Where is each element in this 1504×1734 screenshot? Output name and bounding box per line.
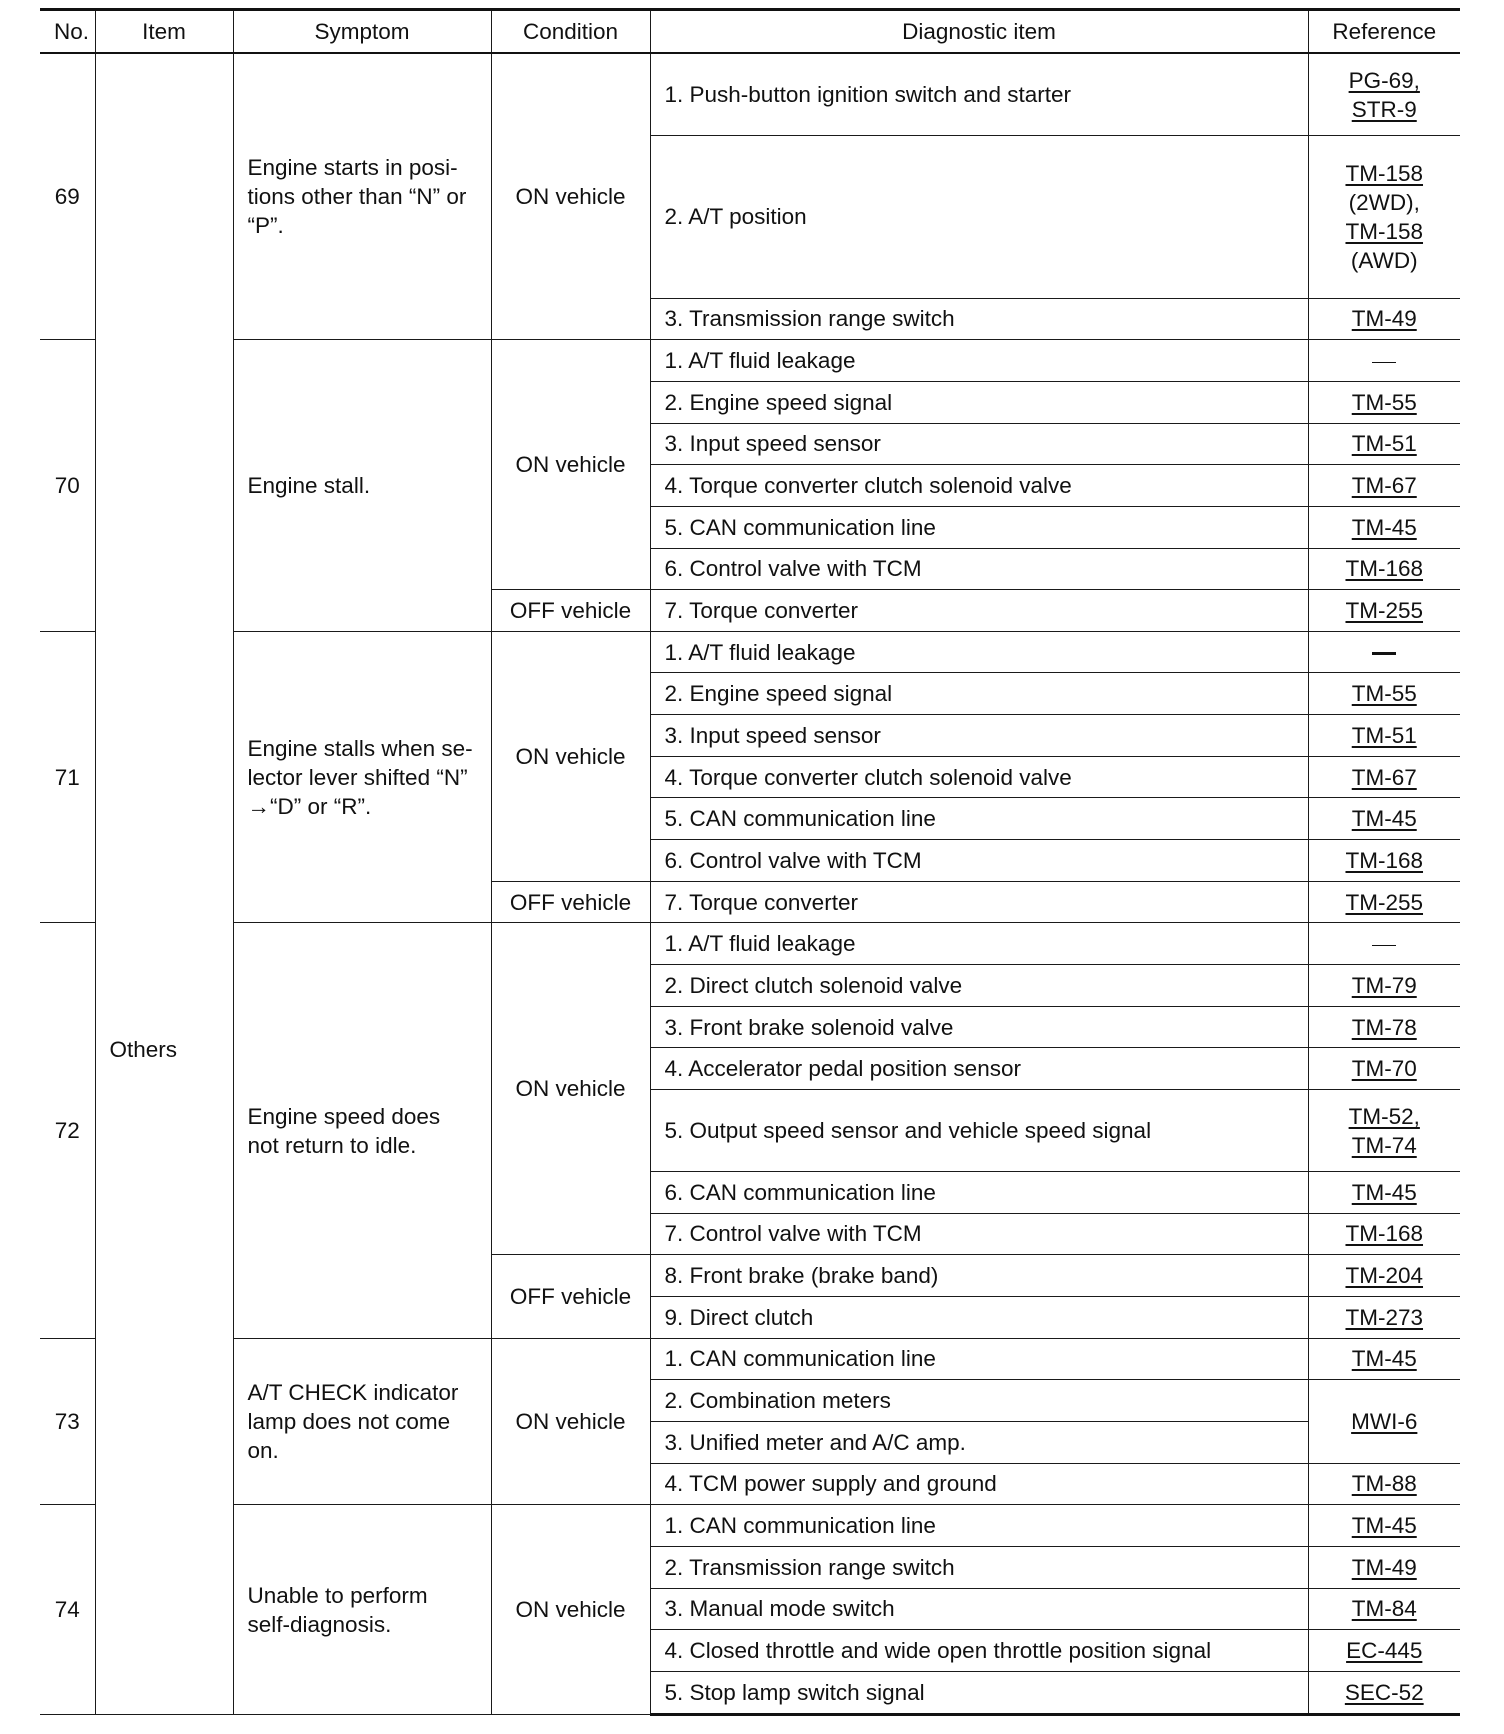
condition-cell: ON vehicle [491,1338,650,1505]
diagnostic-item: 5. CAN communication line [650,506,1308,548]
symptom-cell: Engine stall. [233,340,491,632]
condition-cell: ON vehicle [491,53,650,340]
diagnostic-item: 2. Engine speed signal [650,381,1308,423]
diagnosis-table-page [40,8,1460,1716]
reference-cell [1308,840,1460,882]
row-number: 73 [40,1338,95,1505]
reference-cell [1308,1505,1460,1547]
diagnostic-item: 2. Combination meters [650,1380,1308,1422]
condition-cell: ON vehicle [491,1505,650,1715]
diagnostic-item: 3. Unified meter and A/C amp. [650,1421,1308,1463]
reference-link[interactable]: EC-445 [1346,1638,1423,1664]
reference-cell [1308,1006,1460,1048]
diagnostic-item: 4. TCM power supply and ground [650,1463,1308,1505]
reference-cell [1308,506,1460,548]
reference-cell [1308,298,1460,340]
reference-cell [1308,548,1460,590]
reference-link[interactable]: TM-168 [1345,556,1424,582]
header-reference: Reference [1308,10,1460,54]
reference-link[interactable]: TM-168 [1345,1221,1424,1247]
row-number: 74 [40,1505,95,1715]
condition-cell: ON vehicle [491,631,650,881]
reference-cell [1308,1048,1460,1090]
reference-link[interactable]: TM-158 [1345,218,1424,244]
reference-link[interactable]: SEC-52 [1344,1679,1424,1705]
reference-note: (AWD) [1350,247,1418,273]
diagnostic-item: 5. Output speed sensor and vehicle speed signal [650,1090,1308,1172]
reference-cell [1308,673,1460,715]
table-row [40,1505,1460,1547]
reference-link[interactable]: TM-67 [1351,764,1417,790]
reference-link[interactable]: TM-51 [1351,722,1417,748]
reference-cell [1308,1546,1460,1588]
diagnostic-item: 1. Push-button ignition switch and starter [650,53,1308,136]
diagnostic-item: 1. A/T fluid leakage [650,923,1308,965]
header-condition: Condition [491,10,650,54]
diagnostic-item: 3. Manual mode switch [650,1588,1308,1630]
reference-link[interactable]: TM-45 [1351,1179,1417,1205]
reference-cell [1308,798,1460,840]
reference-cell [1308,923,1460,965]
diagnostic-item: 6. Control valve with TCM [650,548,1308,590]
header-item: Item [95,10,233,54]
header-row [40,10,1460,54]
dash-mark [1372,652,1396,655]
diagnostic-item: 1. A/T fluid leakage [650,340,1308,382]
reference-cell [1308,1213,1460,1255]
reference-link[interactable]: TM-52, [1348,1103,1420,1129]
table-row [40,631,1460,673]
diagnostic-item: 1. CAN communication line [650,1505,1308,1547]
diagnostic-item: 1. A/T fluid leakage [650,631,1308,673]
reference-cell [1308,1380,1460,1463]
dash-mark [1372,362,1396,363]
reference-cell [1308,1296,1460,1338]
reference-link[interactable]: TM-70 [1351,1056,1417,1082]
diagnostic-item: 8. Front brake (brake band) [650,1255,1308,1297]
diagnostic-item: 3. Transmission range switch [650,298,1308,340]
reference-cell [1308,1171,1460,1213]
symptom-cell: Unable to perform self-diagnosis. [233,1505,491,1715]
reference-link[interactable]: TM-78 [1351,1014,1417,1040]
diagnostic-item: 5. Stop lamp switch signal [650,1671,1308,1714]
dash-mark [1372,945,1396,946]
reference-link[interactable]: TM-158 [1345,160,1424,186]
table-row [40,53,1460,136]
reference-link[interactable]: TM-49 [1351,306,1417,332]
header-diagnostic-item: Diagnostic item [650,10,1308,54]
reference-cell [1308,1630,1460,1672]
reference-link[interactable]: STR-9 [1351,96,1417,122]
diagnostic-item: 7. Control valve with TCM [650,1213,1308,1255]
reference-link[interactable]: TM-168 [1345,847,1424,873]
reference-cell [1308,381,1460,423]
diagnostic-item: 4. Torque converter clutch solenoid valve [650,756,1308,798]
reference-link[interactable]: TM-45 [1351,806,1417,832]
diagnostic-item: 2. A/T position [650,136,1308,298]
diagnostic-item: 1. CAN communication line [650,1338,1308,1380]
reference-link[interactable]: TM-204 [1345,1263,1424,1289]
diagnostic-item: 2. Direct clutch solenoid valve [650,965,1308,1007]
symptom-cell: A/T CHECK indicator lamp does not come on. [233,1338,491,1505]
reference-link[interactable]: TM-49 [1351,1554,1417,1580]
row-number: 72 [40,923,95,1338]
table-body [40,53,1460,1715]
reference-cell [1308,590,1460,632]
diagnostic-item: 2. Engine speed signal [650,673,1308,715]
table-row [40,1338,1460,1380]
diagnostic-item: 5. CAN communication line [650,798,1308,840]
reference-link[interactable]: TM-55 [1351,681,1417,707]
reference-cell [1308,965,1460,1007]
reference-cell [1308,756,1460,798]
diagnostic-item: 3. Input speed sensor [650,423,1308,465]
reference-cell [1308,1090,1460,1172]
reference-link[interactable]: MWI-6 [1351,1408,1418,1434]
diagnostic-item: 6. CAN communication line [650,1171,1308,1213]
diagnostic-item: 6. Control valve with TCM [650,840,1308,882]
reference-cell [1308,1255,1460,1297]
condition-cell: OFF vehicle [491,1255,650,1338]
reference-link[interactable]: TM-273 [1345,1304,1424,1330]
reference-cell [1308,881,1460,923]
row-number: 71 [40,631,95,923]
header-symptom: Symptom [233,10,491,54]
diagnostic-item: 2. Transmission range switch [650,1546,1308,1588]
row-number: 70 [40,340,95,632]
reference-cell [1308,340,1460,382]
diagnostic-item: 7. Torque converter [650,881,1308,923]
diagnostic-item: 3. Input speed sensor [650,715,1308,757]
reference-link[interactable]: TM-45 [1351,514,1417,540]
diagnostic-item: 9. Direct clutch [650,1296,1308,1338]
reference-cell [1308,136,1460,298]
reference-link[interactable]: TM-45 [1351,1346,1417,1372]
reference-link[interactable]: TM-74 [1351,1132,1417,1158]
reference-link[interactable]: TM-88 [1351,1471,1417,1497]
reference-link[interactable]: TM-79 [1351,972,1417,998]
symptom-cell: Engine stalls when se- lector lever shifted “N” →“D” or “R”. [233,631,491,923]
reference-cell [1308,1588,1460,1630]
reference-link[interactable]: TM-51 [1351,431,1417,457]
symptom-cell: Engine starts in posi- tions other than “N” or “P”. [233,53,491,340]
reference-link[interactable]: PG-69, [1348,67,1420,93]
reference-link[interactable]: TM-45 [1351,1513,1417,1539]
reference-cell [1308,423,1460,465]
reference-cell [1308,1463,1460,1505]
reference-link[interactable]: TM-67 [1351,473,1417,499]
row-number: 69 [40,53,95,340]
reference-link[interactable]: TM-255 [1345,889,1424,915]
reference-cell [1308,465,1460,507]
reference-cell [1308,1671,1460,1714]
table-row [40,923,1460,965]
reference-cell [1308,53,1460,136]
symptom-diagnosis-table [40,8,1460,1716]
reference-cell [1308,1338,1460,1380]
condition-cell: OFF vehicle [491,881,650,923]
diagnostic-item: 7. Torque converter [650,590,1308,632]
header-no: No. [40,10,95,54]
item-cell: Others [95,53,233,1715]
condition-cell: ON vehicle [491,923,650,1255]
reference-link[interactable]: TM-255 [1345,598,1424,623]
reference-cell [1308,631,1460,673]
diagnostic-item: 4. Closed throttle and wide open throttle position signal [650,1630,1308,1672]
reference-link[interactable]: TM-55 [1351,389,1417,415]
diagnostic-item: 4. Torque converter clutch solenoid valve [650,465,1308,507]
table-row [40,340,1460,382]
condition-cell: OFF vehicle [491,590,650,632]
diagnostic-item: 4. Accelerator pedal position sensor [650,1048,1308,1090]
symptom-cell: Engine speed does not return to idle. [233,923,491,1338]
reference-link[interactable]: TM-84 [1351,1596,1417,1622]
reference-cell [1308,715,1460,757]
reference-note: (2WD), [1348,189,1420,215]
diagnostic-item: 3. Front brake solenoid valve [650,1006,1308,1048]
condition-cell: ON vehicle [491,340,650,590]
